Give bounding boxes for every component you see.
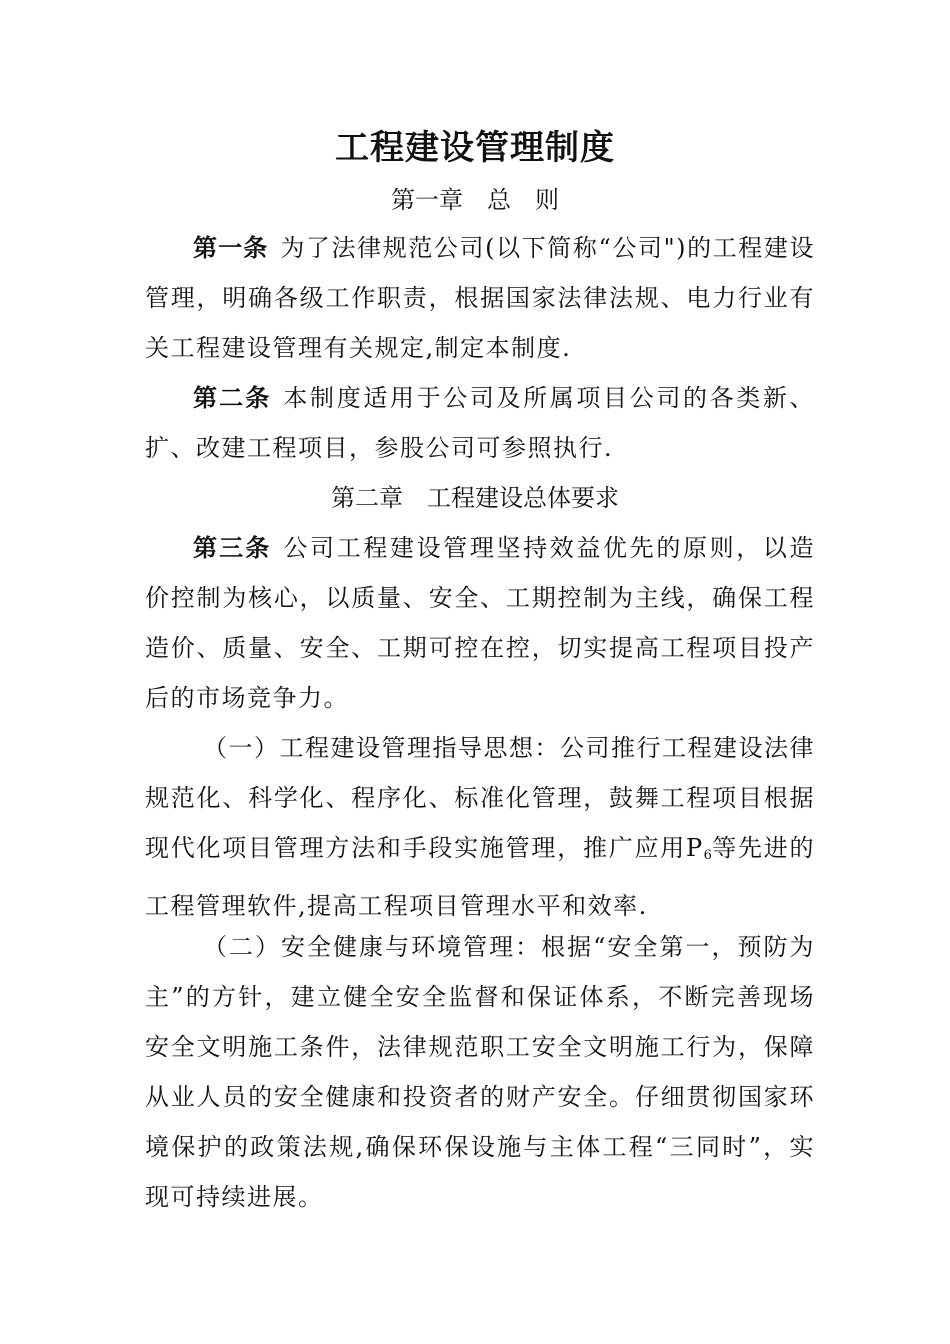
document-title: 工程建设管理制度 (335, 128, 615, 168)
item-1-subscript: 6 (703, 848, 712, 863)
article-2-label: 第二条 (193, 384, 272, 412)
item-1-text-before: （一）工程建设管理指导思想：公司推行工程建设法律规范化、科学化、程序化、标准化管理，鼓舞工程项目根据现代化项目管理方法和手段实施管理，推广应用P (145, 734, 815, 862)
article-3-text: 公司工程建设管理坚持效益优先的原则，以造价控制为核心，以质量、安全、工期控制为主线，确保工程造价、质量、安全、工期可控在控，切实提高工程项目投产后的市场竞争力。 (145, 534, 816, 712)
article-3 (145, 523, 815, 723)
item-2 (145, 922, 815, 1222)
article-1-label: 第一条 (193, 234, 269, 262)
item-1 (145, 723, 815, 931)
article-3-label: 第三条 (193, 534, 272, 562)
article-2 (145, 373, 815, 473)
item-2-text: （二）安全健康与环境管理：根据“安全第一，预防为主”的方针，建立健全安全监督和保证体系，不断完善现场安全文明施工条件，法律规范职工安全文明施工行为，保障从业人员的安全健康和投资者的财产安全。仔细贯彻国家环境保护的政策法规,确保环保设施与主体工程“三同时”，实现可持续进展。 (145, 933, 815, 1211)
chapter-2-heading: 第二章 工程建设总体要求 (331, 484, 619, 512)
article-1 (145, 223, 815, 373)
article-1-text: 为了法律规范公司(以下简称“公司")的工程建设管理，明确各级工作职责，根据国家法律法规、电力行业有关工程建设管理有关规定,制定本制度. (145, 234, 815, 362)
item-1-text-after: 等先进的工程管理软件,提高工程项目管理水平和效率. (145, 834, 816, 920)
article-2-text: 本制度适用于公司及所属项目公司的各类新、扩、改建工程项目，参股公司可参照执行. (145, 384, 816, 462)
chapter-1-heading: 第一章 总 则 (391, 186, 559, 214)
